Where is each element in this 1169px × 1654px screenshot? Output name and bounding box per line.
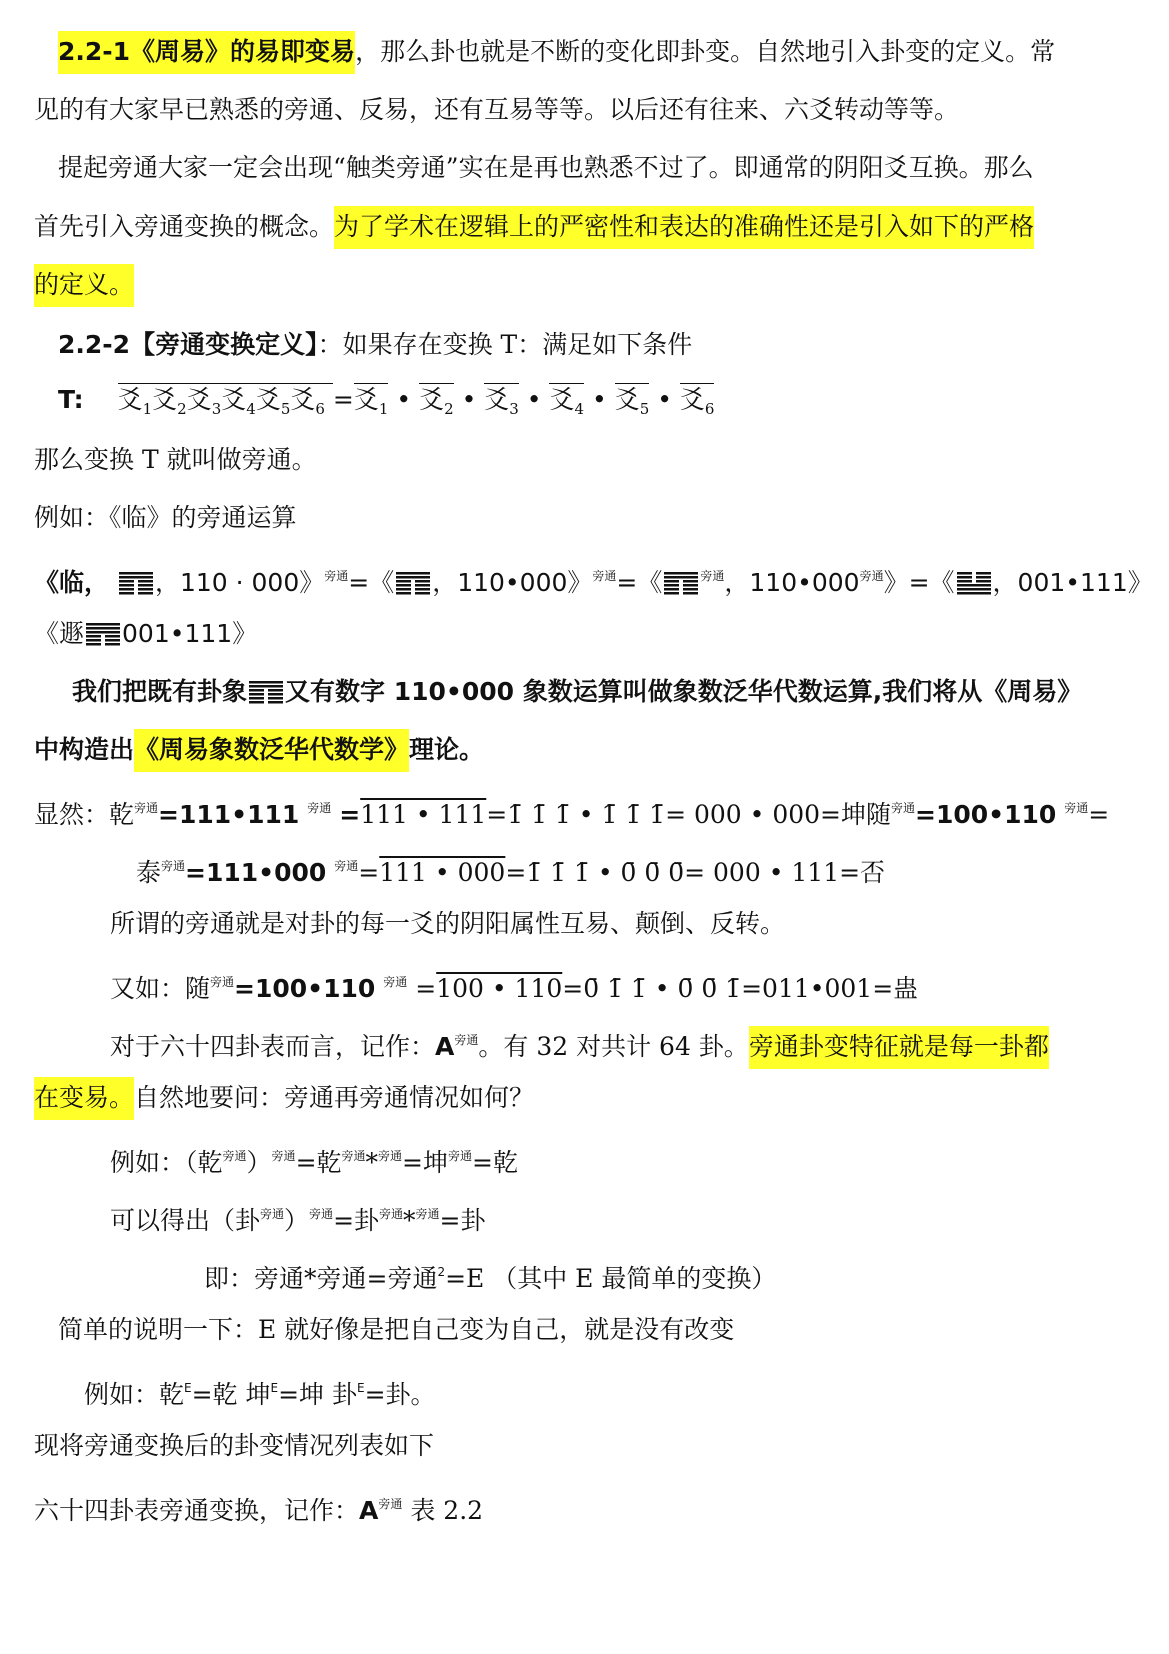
identity-example: 例如：乾$^E$=乾 坤$^E$=坤 卦$^E$=卦。 — [84, 1380, 436, 1409]
para-1-line-1: 2.2-1《周易》的易即变易，那么卦也就是不断的变化即卦变。自然地引入卦变的定义。常 — [58, 34, 1055, 70]
definition-heading: 2.2-2【旁通变换定义】：如果存在变换 T：满足如下条件 — [58, 330, 693, 359]
para-2-line-3: 的定义。 — [34, 267, 134, 303]
table-caption: 六十四卦表旁通变换，记作：$A^{旁通}$ 表 2.2 — [34, 1496, 484, 1525]
hexagram-dun-icon — [955, 571, 993, 595]
formula-lhs: 爻$_1$爻$_2$爻$_3$爻$_4$爻$_5$爻$_6$ — [118, 383, 333, 414]
example-sui-line: 又如：随$^{旁通}$=100•110 $^{旁通}$ =100 • 110=0̄ 1̄ 1̄ • 0̄ 0̄ 1̄=011•001=蛊 — [110, 974, 919, 1003]
highlight-feature: 旁通卦变特征就是每一卦都 — [749, 1026, 1049, 1069]
para-3-line-1: 我们把既有卦象 又有数字 110•000 象数运算叫做象数泛华代数运算,我们将从《周易》 — [72, 677, 1083, 706]
example-lin-line: 《临， ，110 · 000》$^{旁通}$=《 ，110•000》$^{旁通}$=《 $^{旁通}$，$110•000^{旁通}$》=《 ，001•111》 — [34, 568, 1153, 597]
definition-explanation: 所谓的旁通就是对卦的每一爻的阴阳属性互易、颠倒、反转。 — [110, 909, 786, 938]
definition-formula: T: 爻$_1$爻$_2$爻$_3$爻$_4$爻$_5$爻$_6$ =爻$_1$ • 爻$_2$ • 爻$_3$ • 爻$_4$ • 爻$_5$ • 爻$_6$ — [58, 385, 715, 418]
example-double-qian: 例如：（乾$^{旁通}$）$^{旁通}$=乾$^{旁通}$*$^{旁通}$=坤$^{旁通}$=乾 — [110, 1148, 518, 1177]
hexagram-lin-pt-icon — [662, 571, 700, 595]
table-intro: 现将旁通变换后的卦变情况列表如下 — [34, 1431, 435, 1460]
para-4-line-2: 在变易。自然地要问：旁通再旁通情况如何？ — [34, 1080, 534, 1116]
example-lin-intro: 例如：《临》的旁通运算 — [34, 503, 297, 532]
example-dun-line: 《遯 001•111》 — [34, 619, 258, 648]
para-4-line-1: 对于六十四卦表而言，记作：$A^{旁通}$。有 32 对共计 64 卦。旁通卦变特征就是每一卦都 — [110, 1022, 1049, 1065]
example-tai-line: 泰$^{旁通}$=111•000 $^{旁通}$=111 • 000=1̄ 1̄ 1̄ • 0̄ 0̄ 0̄= 000 • 111=否 — [136, 858, 886, 887]
highlight-book-title: 《周易象数泛华代数学》 — [134, 729, 409, 772]
hexagram-lin-icon-2 — [394, 571, 432, 595]
hexagram-lin-icon — [117, 571, 155, 595]
identity-equation: 即：旁通*旁通=旁通$^2$=E （其中 E 最简单的变换） — [204, 1264, 777, 1293]
identity-explanation: 简单的说明一下：E 就好像是把自己变为自己，就是没有改变 — [58, 1315, 735, 1344]
para-2-line-1: 提起旁通大家一定会出现“触类旁通”实在是再也熟悉不过了。即通常的阴阳爻互换。那么 — [58, 153, 1034, 182]
highlight-strict-definition: 为了学术在逻辑上的严密性和表达的准确性还是引入如下的严格 — [334, 206, 1034, 249]
example-qian-line: 显然：乾$^{旁通}$=111•111 $^{旁通}$ =111 • 111=1̄ 1̄ 1̄ • 1̄ 1̄ 1̄= 000 • 000=坤随$^{旁通}$=100•110 $^{旁通}$= — [34, 800, 1110, 829]
example-double-gua: 可以得出（卦$^{旁通}$）$^{旁通}$=卦$^{旁通}$*$^{旁通}$=卦 — [110, 1206, 486, 1235]
formula-rhs-1: 爻$_1$ — [353, 385, 389, 418]
para-1-line-2: 见的有大家早已熟悉的旁通、反易，还有互易等等。以后还有往来、六爻转动等等。 — [34, 95, 960, 124]
section-2-2-1-title: 2.2-1《周易》的易即变易 — [58, 31, 355, 74]
hexagram-lin-icon-3 — [247, 680, 285, 704]
definition-conclusion: 那么变换 T 就叫做旁通。 — [34, 445, 317, 474]
para-3-line-2: 中构造出《周易象数泛华代数学》理论。 — [34, 732, 484, 768]
hexagram-dun-icon-2 — [84, 622, 122, 646]
para-2-line-2: 首先引入旁通变换的概念。为了学术在逻辑上的严密性和表达的准确性还是引入如下的严格 — [34, 209, 1034, 245]
